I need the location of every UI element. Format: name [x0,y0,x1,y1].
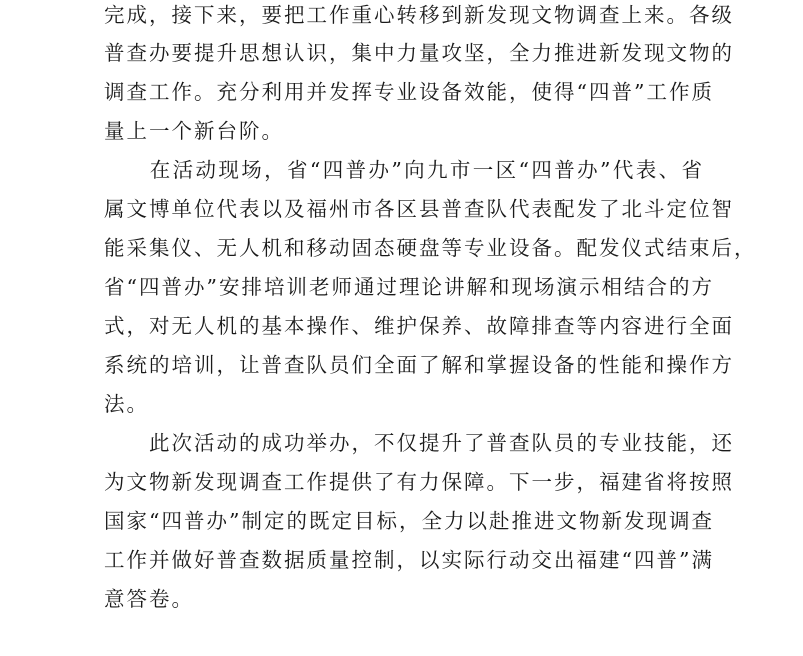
text-line: 调查工作。充分利用并发挥专业设备效能，使得“四普”工作质 [104,80,714,104]
text-line: 系统的培训，让普查队员们全面了解和掌握设备的性能和操作方 [104,353,734,377]
text-line: 此次活动的成功举办，不仅提升了普查队员的专业技能，还 [104,431,734,455]
paragraph-2 [104,151,757,424]
text-line: 为文物新发现调查工作提供了有力保障。下一步，福建省将按照 [104,470,734,494]
text-line: 国家“四普办”制定的既定目标，全力以赴推进文物新发现调查 [104,509,714,533]
text-line: 工作并做好普查数据质量控制，以实际行动交出福建“四普”满 [104,548,714,572]
text-line: 在活动现场，省“四普办”向九市一区“四普办”代表、省 [104,158,704,182]
text-line: 法。 [104,392,149,416]
text-line: 普查办要提升思想认识，集中力量攻坚，全力推进新发现文物的 [104,41,734,65]
paragraph-1 [104,0,734,151]
paragraph-3 [104,424,734,619]
document-body [104,0,757,619]
text-line: 省“四普办”安排培训老师通过理论讲解和现场演示相结合的方 [104,275,714,299]
text-line: 完成，接下来，要把工作重心转移到新发现文物调查上来。各级 [104,3,734,27]
text-line: 式，对无人机的基本操作、维护保养、故障排查等内容进行全面 [104,314,734,338]
text-line: 能采集仪、无人机和移动固态硬盘等专业设备。配发仪式结束后， [104,236,757,260]
text-line: 属文博单位代表以及福州市各区县普查队代表配发了北斗定位智 [104,197,734,221]
text-line: 量上一个新台阶。 [104,119,284,143]
text-line: 意答卷。 [104,587,194,611]
